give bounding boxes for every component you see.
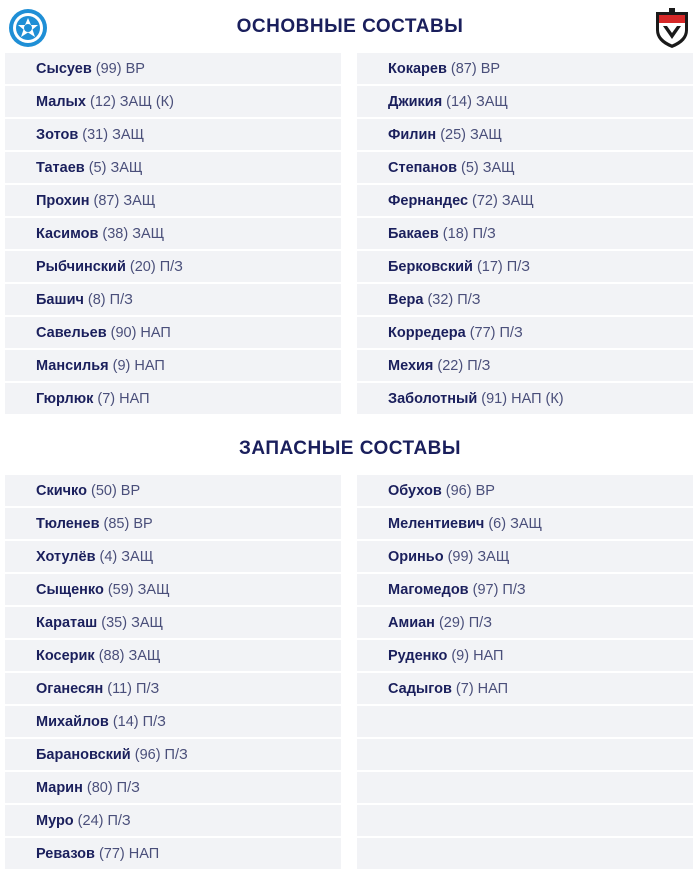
player-info: (87) ЗАЩ [93,192,156,209]
list-item [357,383,693,416]
player-name: Башич [36,291,84,308]
bench-lineups-header [0,426,700,474]
list-item [357,284,693,317]
player-info: (8) П/З [87,291,133,308]
list-item [5,574,341,607]
player-info: (99) ЗАЩ [447,548,510,565]
player-name: Скичко [36,482,87,499]
player-info: (85) ВР [103,515,153,532]
player-info: (90) НАП [110,324,171,341]
player-name: Татаев [36,159,85,176]
list-item [5,284,341,317]
player-name: Прохин [36,192,90,209]
player-name: Кокарев [388,60,447,77]
player-info: (6) ЗАЩ [488,515,543,532]
list-item [5,475,341,508]
home-bench-lineup [5,475,341,871]
player-name: Заболотный [388,390,478,407]
list-item [357,541,693,574]
player-name: Бакаев [388,225,439,242]
player-info: (97) П/З [472,581,526,598]
player-name: Сысуев [36,60,92,77]
player-name: Джикия [388,93,443,110]
player-info: (50) ВР [90,482,141,499]
player-name: Хотулёв [36,548,96,565]
player-info: (12) ЗАЩ (К) [89,93,174,110]
main-lineups-header [0,0,700,48]
player-name: Рыбчинский [36,258,126,275]
player-name: Обухов [388,482,442,499]
player-info: (7) НАП [97,390,150,407]
list-item [357,574,693,607]
list-item [357,185,693,218]
player-info: (91) НАП (К) [481,390,564,407]
player-info: (29) П/З [438,614,492,631]
player-name: Гюрлюк [36,390,94,407]
player-name: Косерик [36,647,95,664]
player-info: (4) ЗАЩ [99,548,154,565]
list-item [5,706,341,739]
list-item [5,317,341,350]
player-info: (59) ЗАЩ [107,581,170,598]
list-item [5,152,341,185]
list-item [5,119,341,152]
player-name: Филин [388,126,437,143]
list-item [357,805,693,838]
player-name: Караташ [36,614,98,631]
list-item [357,706,693,739]
main-lineups-title: ОСНОВНЫЕ СОСТАВЫ [236,16,464,37]
player-name: Касимов [36,225,99,242]
player-info: (14) П/З [112,713,166,730]
list-item [357,673,693,706]
player-name: Оганесян [36,680,104,697]
list-item [357,772,693,805]
list-item [357,607,693,640]
list-item [357,508,693,541]
player-name: Вера [388,291,424,308]
player-info: (32) П/З [427,291,481,308]
list-item [357,251,693,284]
player-info: (80) П/З [86,779,140,796]
player-info: (99) ВР [95,60,145,77]
player-info: (9) НАП [451,647,504,664]
player-info: (96) ВР [445,482,495,499]
list-item [5,53,341,86]
player-info: (38) ЗАЩ [102,225,165,242]
list-item [5,185,341,218]
list-item [5,607,341,640]
list-item [357,475,693,508]
player-name: Степанов [388,159,457,176]
list-item [5,383,341,416]
player-info: (24) П/З [77,812,131,829]
list-item [5,805,341,838]
player-name: Ориньо [388,548,444,565]
list-item [5,739,341,772]
list-item [5,508,341,541]
list-item [357,119,693,152]
player-info: (35) ЗАЩ [101,614,164,631]
player-info: (20) П/З [129,258,183,275]
list-item [5,838,341,871]
player-info: (96) П/З [134,746,188,763]
player-info: (5) ЗАЩ [88,159,143,176]
player-name: Корредера [388,324,466,341]
player-info: (11) П/З [107,680,160,697]
player-info: (14) ЗАЩ [446,93,508,110]
player-info: (18) П/З [442,225,496,242]
player-info: (72) ЗАЩ [472,192,534,209]
player-info: (17) П/З [476,258,530,275]
player-info: (7) НАП [455,680,509,697]
player-name: Савельев [36,324,107,341]
player-name: Мехия [388,357,434,374]
player-info: (87) ВР [450,60,501,77]
player-name: Фернандес [388,192,469,209]
player-name: Амиан [388,614,435,631]
player-info: (77) НАП [98,845,160,862]
list-item [357,218,693,251]
list-item [5,86,341,119]
list-item [357,739,693,772]
player-info: (77) П/З [469,324,523,341]
player-name: Барановский [36,746,131,763]
list-item [5,251,341,284]
list-item [5,772,341,805]
list-item [357,640,693,673]
list-item [357,317,693,350]
player-info: (31) ЗАЩ [82,126,145,143]
player-info: (22) П/З [437,357,491,374]
player-name: Ревазов [36,845,95,862]
away-bench-lineup [357,475,693,871]
player-name: Малых [36,93,86,110]
player-name: Садыгов [388,680,452,697]
player-info: (5) ЗАЩ [461,159,515,176]
player-name: Руденко [388,647,448,664]
list-item [357,350,693,383]
bench-lineups-title: ЗАПАСНЫЕ СОСТАВЫ [238,438,461,459]
player-name: Марин [36,779,83,796]
list-item [357,53,693,86]
list-item [5,541,341,574]
player-info: (25) ЗАЩ [440,126,503,143]
player-name: Берковский [388,258,473,275]
list-item [5,640,341,673]
player-name: Магомедов [388,581,469,598]
player-name: Михайлов [36,713,109,730]
player-name: Сыщенко [36,581,104,598]
player-name: Зотов [36,126,79,143]
list-item [357,86,693,119]
player-name: Мансилья [36,357,109,374]
list-item [357,838,693,871]
player-info: (88) ЗАЩ [98,647,161,664]
home-main-lineup [5,53,341,416]
list-item [357,152,693,185]
player-name: Муро [36,812,74,829]
list-item [5,350,341,383]
list-item [5,218,341,251]
away-main-lineup [357,53,693,416]
list-item [5,673,341,706]
player-info: (9) НАП [112,357,165,374]
player-name: Мелентиевич [388,515,485,532]
away-club-logo-icon [652,6,692,50]
player-name: Тюленев [36,515,100,532]
